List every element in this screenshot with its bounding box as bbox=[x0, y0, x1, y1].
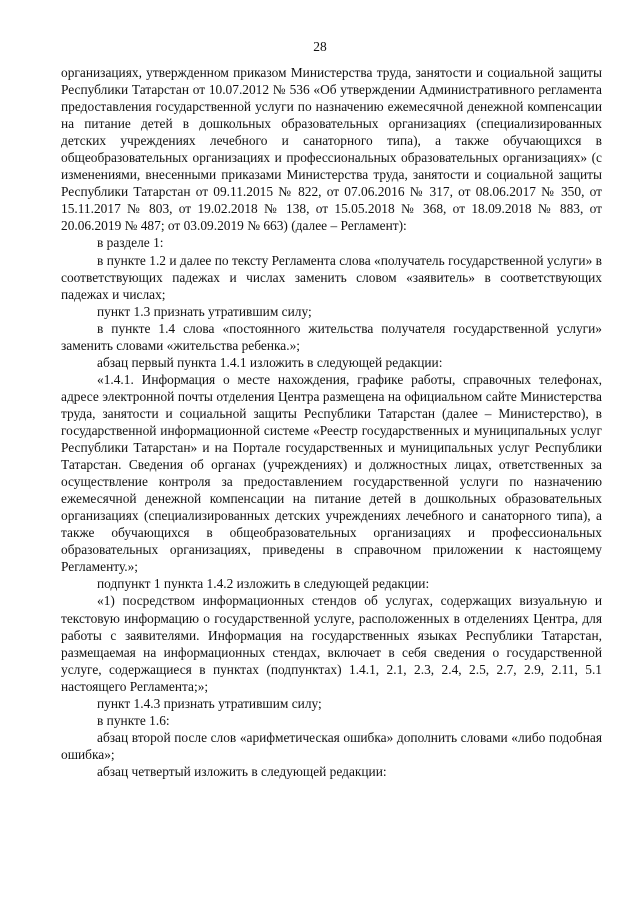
paragraph-5: в пункте 1.4 слова «постоянного жительства получателя государственной услуги» заменить словами «жительства ребенка.»; bbox=[61, 320, 602, 353]
paragraph-6: абзац первый пункта 1.4.1 изложить в следующей редакции: bbox=[97, 354, 443, 370]
paragraph-1: организациях, утвержденном приказом Министерства труда, занятости и социальной защиты Республики Татарстан от 10.07.2012 № 536 «Об утверждении Административного регламента предоставления государственной услуги по назначению ежемесячной денежной компенсации на питание детей в дошкольных образовательных организациях (специализированных детских учреждениях лечебного и санаторного типа), а также обучающихся в общеобразовательных организациях и профессиональных образовательных организациях» (с изменениями, внесенными приказами Министерства труда, занятости и социальной защиты Республики Татарстан от 09.11.2015 № 822, от 07.06.2016 № 317, от 08.06.2017 № 350, от 15.11.2017 № 803, от 19.02.2018 № 138, от 15.05.2018 № 368, от 18.09.2018 № 883, от 20.06.2019 № 487; от 03.09.2019 № 663) (далее – Регламент): bbox=[61, 65, 602, 234]
page-number: 28 bbox=[313, 39, 327, 54]
paragraph-9: «1) посредством информационных стендов об услугах, содержащих визуальную и текстовую информацию о государственной услуге, расположенных в отделениях Центра, для работы с заявителями. Информация на государственных языках Республики Татарстан, размещаемая на информационных стендах, включает в себя сведения о государственной услуге, содержащиеся в пунктах (подпунктах) 1.4.1, 2.1, 2.3, 2.4, 2.5, 2.7, 2.9, 2.11, 5.1 настоящего Регламента;»; bbox=[61, 593, 602, 694]
paragraph-4: пункт 1.3 признать утратившим силу; bbox=[97, 303, 312, 319]
paragraph-10: пункт 1.4.3 признать утратившим силу; bbox=[97, 695, 322, 711]
paragraph-2: в разделе 1: bbox=[97, 235, 164, 251]
paragraph-11: в пункте 1.6: bbox=[97, 712, 170, 728]
paragraph-8: подпункт 1 пункта 1.4.2 изложить в следующей редакции: bbox=[97, 576, 430, 592]
paragraph-13: абзац четвертый изложить в следующей редакции: bbox=[97, 763, 387, 779]
document-body bbox=[61, 64, 602, 780]
paragraph-7: «1.4.1. Информация о месте нахождения, графике работы, справочных телефонах, адресе электронной почты отделения Центра размещена на официальном сайте Министерства труда, занятости и социальной защиты Республики Татарстан (далее – Министерство), в государственной информационной системе «Реестр государственных и муниципальных услуг Республики Татарстан» и на Портале государственных и муниципальных услуг Республики Татарстан. Сведения об органах (учреждениях) и должностных лицах, ответственных за осуществление контроля за предоставлением государственной услуги по назначению ежемесячной денежной компенсации на питание детей в дошкольных образовательных организациях (специализированных детских учреждениях лечебного и санаторного типа), а также обучающихся в общеобразовательных организациях и профессиональных образовательных организациях, приведены в справочном приложении к настоящему Регламенту.»; bbox=[61, 371, 602, 575]
paragraph-3: в пункте 1.2 и далее по тексту Регламента слова «получатель государственной услуги» в соответствующих падежах и числах заменить словом «заявитель» в соответствующих падежах и числах; bbox=[61, 252, 602, 302]
paragraph-12: абзац второй после слов «арифметическая ошибка» дополнить словами «либо подобная ошибка»; bbox=[61, 729, 602, 762]
